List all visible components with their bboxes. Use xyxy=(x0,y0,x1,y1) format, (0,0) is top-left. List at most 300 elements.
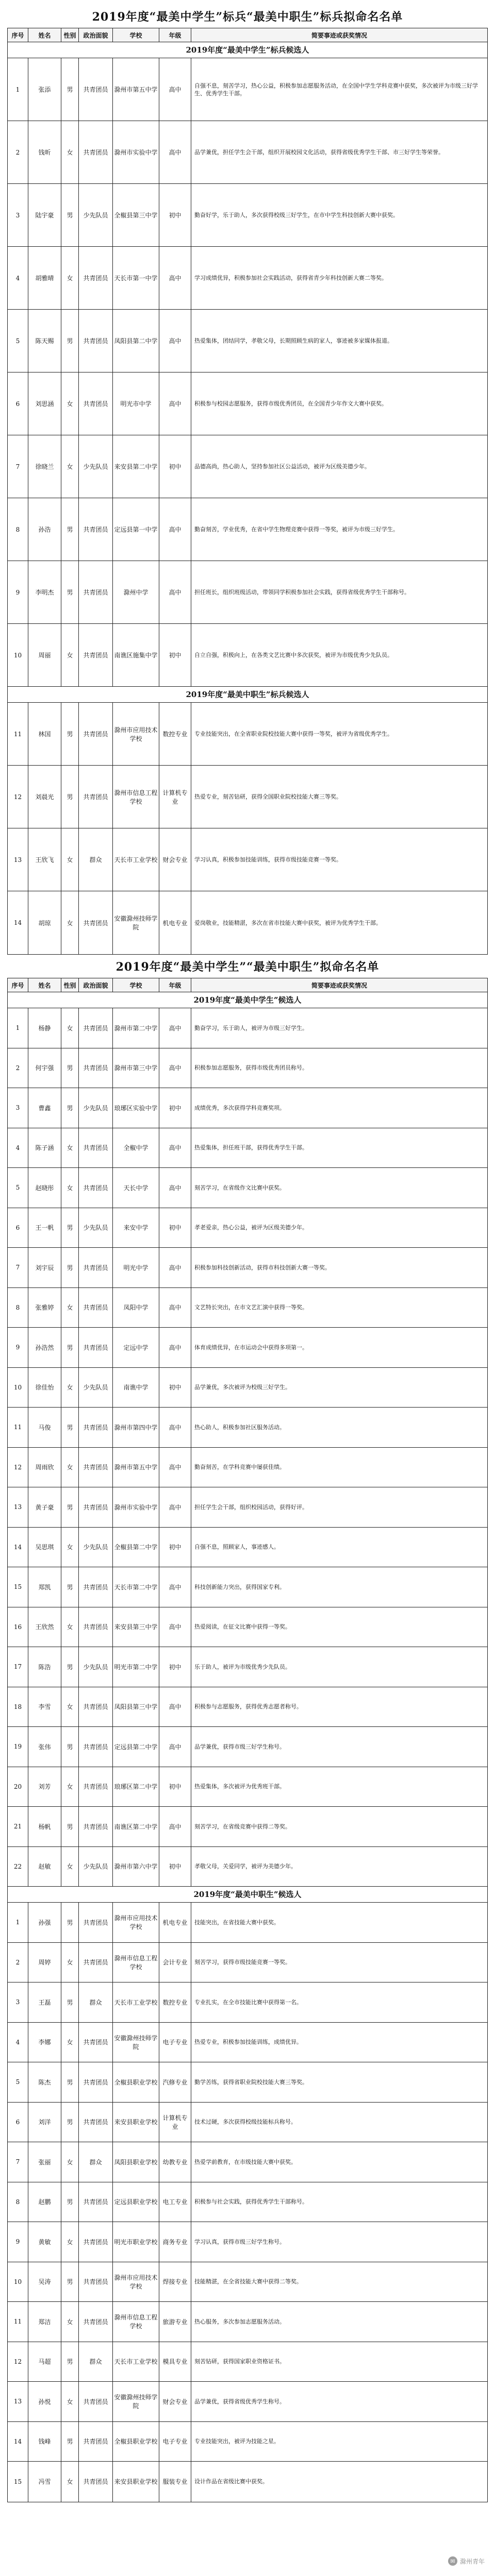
cell-name: 孙强 xyxy=(28,1903,61,1942)
cell-politics: 共青团员 xyxy=(79,1128,113,1168)
cell-gender: 男 xyxy=(61,1408,79,1447)
cell-school: 全椒县职业学校 xyxy=(113,2422,159,2462)
cell-desc: 成绩优秀，多次获得学科竞赛奖项。 xyxy=(194,1104,285,1111)
cell-politics: 共青团员 xyxy=(79,372,113,435)
table-row xyxy=(8,561,487,624)
cell-grade: 财会专业 xyxy=(159,828,191,891)
cell-grade: 电子专业 xyxy=(159,2023,191,2062)
table-row xyxy=(8,310,487,372)
cell-no: 21 xyxy=(8,1807,28,1846)
cell-gender: 女 xyxy=(61,2382,79,2421)
cell-grade: 汽修专业 xyxy=(159,2062,191,2102)
watermark-text: 滁州青年 xyxy=(459,2557,485,2565)
cell-gender: 男 xyxy=(61,1807,79,1846)
cell-grade: 会计专业 xyxy=(159,1943,191,1982)
table-row xyxy=(8,435,487,498)
cell-politics: 共青团员 xyxy=(79,703,113,765)
cell-school: 定远县第一中学 xyxy=(113,498,159,561)
header-cell: 年级 xyxy=(159,28,191,42)
cell-desc: 热爱阅读，在征文比赛中获得一等奖。 xyxy=(194,1623,291,1631)
cell-desc: 积极参与志愿服务，获得优秀志愿者称号。 xyxy=(194,1703,302,1710)
cell-desc: 热爱专业，刻苦钻研，获得全国职业院校技能大赛三等奖。 xyxy=(194,793,342,800)
cell-school: 滁州市信息工程学校 xyxy=(113,2302,159,2342)
cell-name: 冯雪 xyxy=(28,2462,61,2502)
cell-school: 全椒县职业学校 xyxy=(113,2062,159,2102)
cell-gender: 男 xyxy=(61,1487,79,1527)
cell-politics: 共青团员 xyxy=(79,1408,113,1447)
cell-name: 黄敏 xyxy=(28,2222,61,2262)
cell-politics: 共青团员 xyxy=(79,561,113,623)
cell-school: 滁州市实验中学 xyxy=(113,121,159,183)
cell-politics: 共青团员 xyxy=(79,1008,113,1048)
cell-name: 周雨欣 xyxy=(28,1448,61,1487)
cell-no: 2 xyxy=(8,1048,28,1088)
cell-politics: 共青团员 xyxy=(79,2462,113,2502)
header-cell: 简要事迹或获奖情况 xyxy=(311,31,367,39)
cell-school: 滁州市应用技术学校 xyxy=(113,2262,159,2302)
cell-desc: 自强不息，照顾家人，事迹感人。 xyxy=(194,1544,279,1551)
cell-desc: 积极参加志愿服务，获得市级优秀团员称号。 xyxy=(194,1064,308,1072)
cell-politics: 少先队员 xyxy=(79,1208,113,1248)
table-row xyxy=(8,1208,487,1248)
header-cell: 姓名 xyxy=(28,978,61,992)
cell-name: 王欣然 xyxy=(28,1607,61,1647)
cell-politics: 共青团员 xyxy=(79,121,113,183)
cell-gender: 男 xyxy=(61,498,79,561)
cell-school: 安徽滁州技师学院 xyxy=(113,2023,159,2062)
cell-name: 王磊 xyxy=(28,1982,61,2022)
cell-name: 刘思涵 xyxy=(28,372,61,435)
cell-grade: 高中 xyxy=(159,1128,191,1168)
cell-name: 孙悦 xyxy=(28,2382,61,2421)
cell-gender: 男 xyxy=(61,58,79,121)
cell-grade: 初中 xyxy=(159,1528,191,1567)
cell-school: 天长市工业学校 xyxy=(113,828,159,891)
cell-school: 滁州市实验中学 xyxy=(113,1487,159,1527)
cell-name: 陈子涵 xyxy=(28,1128,61,1168)
cell-desc: 体育成绩优异，在市运动会中获得多项第一。 xyxy=(194,1344,308,1351)
cell-desc: 热爱专业，积极参加技能训练，成绩优异。 xyxy=(194,2039,302,2046)
cell-no: 2 xyxy=(8,1943,28,1982)
cell-grade: 机电专业 xyxy=(159,1903,191,1942)
cell-name: 吴涛 xyxy=(28,2262,61,2302)
table-row xyxy=(8,247,487,310)
cell-no: 10 xyxy=(8,2262,28,2302)
cell-school: 明光市第二中学 xyxy=(113,1647,159,1687)
cell-name: 李雪 xyxy=(28,1687,61,1727)
cell-school: 天长中学 xyxy=(113,1168,159,1208)
cell-gender: 男 xyxy=(61,1982,79,2022)
header-cell: 学校 xyxy=(113,28,159,42)
header-cell: 序号 xyxy=(8,28,28,42)
cell-desc: 文艺特长突出，在市文艺汇演中获得一等奖。 xyxy=(194,1304,308,1311)
doc2-table xyxy=(7,978,488,2502)
table-row xyxy=(8,1248,487,1288)
cell-desc: 刻苦学习，在省级竞赛中获得二等奖。 xyxy=(194,1823,291,1830)
table-row xyxy=(8,2103,487,2143)
cell-desc: 勤学苦练，获得省职业院校技能大赛三等奖。 xyxy=(194,2078,308,2086)
cell-desc: 勤奋好学，乐于助人，多次获得校级三好学生，在市中学生科技创新大赛中获奖。 xyxy=(194,212,399,218)
cell-school: 明光市职业学校 xyxy=(113,2222,159,2262)
cell-gender: 女 xyxy=(61,1168,79,1208)
cell-desc: 勤奋学习，乐于助人，被评为市级三好学生。 xyxy=(194,1024,308,1031)
doc2-title: 2019年度“最美中学生”“最美中职生”拟命名名单 xyxy=(116,960,380,974)
cell-desc: 专业技能突出，被评为技能之星。 xyxy=(194,2438,279,2445)
cell-grade: 高中 xyxy=(159,1567,191,1607)
cell-name: 黄子豪 xyxy=(28,1487,61,1527)
header-cell: 年级 xyxy=(159,978,191,992)
table-row xyxy=(8,372,487,435)
cell-no: 12 xyxy=(8,1448,28,1487)
cell-name: 张雅婷 xyxy=(28,1288,61,1328)
cell-desc: 刻苦学习，在省级作文比赛中获奖。 xyxy=(194,1184,285,1191)
table-row xyxy=(8,2062,487,2103)
cell-gender: 女 xyxy=(61,2222,79,2262)
cell-school: 滁州市信息工程学校 xyxy=(113,766,159,828)
table-row xyxy=(8,624,487,687)
cell-gender: 女 xyxy=(61,435,79,498)
cell-grade: 高中 xyxy=(159,498,191,561)
cell-gender: 男 xyxy=(61,1208,79,1248)
cell-school: 凤阳县第二中学 xyxy=(113,310,159,372)
cell-desc: 爱岗敬业，技能精湛，多次在省市技能大赛中获奖，被评为优秀学生干部。 xyxy=(194,919,382,926)
cell-gender: 女 xyxy=(61,1368,79,1408)
cell-name: 钱昕 xyxy=(28,121,61,183)
cell-politics: 少先队员 xyxy=(79,184,113,246)
cell-politics: 共青团员 xyxy=(79,624,113,686)
cell-gender: 女 xyxy=(61,2462,79,2502)
cell-desc: 品学兼优，获得市级三好学生称号。 xyxy=(194,1743,285,1750)
cell-no: 3 xyxy=(8,184,28,246)
table-row xyxy=(8,2222,487,2262)
cell-grade: 电子专业 xyxy=(159,2422,191,2462)
cell-name: 郑凯 xyxy=(28,1567,61,1607)
cell-name: 陆宇豪 xyxy=(28,184,61,246)
cell-school: 滁州中学 xyxy=(113,561,159,623)
cell-school: 来安县职业学校 xyxy=(113,2103,159,2142)
cell-desc: 自立自强，积极向上，在各类文艺比赛中多次获奖，被评为市级优秀少先队员。 xyxy=(194,652,393,658)
header-cell: 简要事迹或获奖情况 xyxy=(311,981,367,989)
doc1-table xyxy=(7,28,488,955)
cell-no: 6 xyxy=(8,1208,28,1248)
cell-desc: 品学兼优，获得省级优秀学生称号。 xyxy=(194,2398,285,2405)
cell-desc: 学习认真，获得市级三好学生称号。 xyxy=(194,2238,285,2245)
cell-politics: 共青团员 xyxy=(79,1448,113,1487)
cell-desc: 专业扎实，在全市技能比赛中获得第一名。 xyxy=(194,1998,302,2006)
cell-politics: 共青团员 xyxy=(79,1767,113,1807)
cell-no: 11 xyxy=(8,1408,28,1447)
cell-desc: 热心助人，积极参加社区服务活动。 xyxy=(194,1423,285,1431)
table-row xyxy=(8,1567,487,1607)
cell-no: 17 xyxy=(8,1647,28,1687)
cell-no: 13 xyxy=(8,2382,28,2421)
header-cell: 性别 xyxy=(61,978,79,992)
cell-gender: 女 xyxy=(61,1528,79,1567)
cell-school: 滁州市第五中学 xyxy=(113,1448,159,1487)
cell-politics: 共青团员 xyxy=(79,1607,113,1647)
header-cell: 政治面貌 xyxy=(79,978,113,992)
header-cell: 政治面貌 xyxy=(79,28,113,42)
cell-grade: 初中 xyxy=(159,1368,191,1408)
cell-school: 凤阳县第三中学 xyxy=(113,1687,159,1727)
cell-name: 何宇强 xyxy=(28,1048,61,1088)
cell-no: 14 xyxy=(8,891,28,954)
cell-grade: 高中 xyxy=(159,1408,191,1447)
cell-no: 22 xyxy=(8,1847,28,1887)
cell-name: 杨静 xyxy=(28,1008,61,1048)
cell-school: 琅琊区第二中学 xyxy=(113,1767,159,1807)
cell-grade: 初中 xyxy=(159,435,191,498)
cell-politics: 共青团员 xyxy=(79,1727,113,1767)
cell-desc: 技能突出，在省技能大赛中获奖。 xyxy=(194,1919,279,1926)
cell-grade: 高中 xyxy=(159,247,191,309)
table-row xyxy=(8,2342,487,2382)
cell-school: 南谯区施集中学 xyxy=(113,624,159,686)
cell-gender: 女 xyxy=(61,2023,79,2062)
table-row xyxy=(8,1982,487,2023)
cell-no: 19 xyxy=(8,1727,28,1767)
cell-gender: 男 xyxy=(61,1647,79,1687)
cell-desc: 热爱学前教育，在市级技能大赛中获奖。 xyxy=(194,2158,296,2165)
cell-desc: 学习认真，积极参加技能训练，获得市级技能竞赛一等奖。 xyxy=(194,856,342,863)
cell-no: 13 xyxy=(8,1487,28,1527)
section-title: 2019年度“最美中学生”候选人 xyxy=(8,992,487,1008)
table-row xyxy=(8,1328,487,1368)
cell-grade: 旅游专业 xyxy=(159,2302,191,2342)
cell-school: 滁州市第四中学 xyxy=(113,1408,159,1447)
cell-no: 15 xyxy=(8,2462,28,2502)
table-row xyxy=(8,1687,487,1727)
cell-name: 王一帆 xyxy=(28,1208,61,1248)
cell-name: 张丽 xyxy=(28,2142,61,2182)
cell-desc: 刻苦钻研，获得国家职业资格证书。 xyxy=(194,2358,285,2365)
cell-gender: 女 xyxy=(61,624,79,686)
cell-politics: 共青团员 xyxy=(79,58,113,121)
cell-grade: 幼教专业 xyxy=(159,2142,191,2182)
cell-gender: 女 xyxy=(61,2302,79,2342)
cell-grade: 高中 xyxy=(159,1448,191,1487)
cell-gender: 男 xyxy=(61,184,79,246)
cell-gender: 女 xyxy=(61,372,79,435)
cell-gender: 女 xyxy=(61,1943,79,1982)
cell-gender: 女 xyxy=(61,247,79,309)
cell-gender: 女 xyxy=(61,1128,79,1168)
cell-gender: 男 xyxy=(61,1048,79,1088)
cell-politics: 共青团员 xyxy=(79,2103,113,2142)
cell-name: 张伟 xyxy=(28,1727,61,1767)
cell-school: 定远县第二中学 xyxy=(113,1727,159,1767)
cell-school: 定远县职业学校 xyxy=(113,2182,159,2222)
cell-grade: 高中 xyxy=(159,310,191,372)
cell-no: 5 xyxy=(8,310,28,372)
cell-school: 滁州市信息工程学校 xyxy=(113,1943,159,1982)
cell-name: 陈浩 xyxy=(28,1647,61,1687)
cell-no: 20 xyxy=(8,1767,28,1807)
cell-no: 7 xyxy=(8,435,28,498)
watermark xyxy=(448,2556,485,2566)
cell-grade: 初中 xyxy=(159,1208,191,1248)
cell-grade: 高中 xyxy=(159,1487,191,1527)
table-row xyxy=(8,1168,487,1208)
cell-desc: 热爱集体，担任班干部，获得优秀学生干部。 xyxy=(194,1144,308,1151)
cell-no: 15 xyxy=(8,1567,28,1607)
cell-politics: 共青团员 xyxy=(79,2182,113,2222)
cell-school: 全椒县第三中学 xyxy=(113,184,159,246)
cell-gender: 男 xyxy=(61,2062,79,2102)
cell-name: 周丽 xyxy=(28,624,61,686)
cell-grade: 电工专业 xyxy=(159,2182,191,2222)
cell-grade: 初中 xyxy=(159,1088,191,1128)
cell-gender: 男 xyxy=(61,703,79,765)
cell-name: 钱峰 xyxy=(28,2422,61,2462)
table-row xyxy=(8,1943,487,1983)
cell-politics: 少先队员 xyxy=(79,435,113,498)
cell-grade: 计算机专业 xyxy=(159,2103,191,2142)
cell-politics: 共青团员 xyxy=(79,1328,113,1367)
cell-no: 14 xyxy=(8,2422,28,2462)
cell-school: 凤阳县职业学校 xyxy=(113,2142,159,2182)
cell-name: 刘晨光 xyxy=(28,766,61,828)
cell-desc: 积极参与社会实践，获得优秀学生干部称号。 xyxy=(194,2198,308,2206)
cell-gender: 女 xyxy=(61,1847,79,1887)
cell-no: 4 xyxy=(8,247,28,309)
section-title: 2019年度“最美中职生”候选人 xyxy=(8,1887,487,1903)
cell-school: 滁州市第六中学 xyxy=(113,1847,159,1887)
cell-politics: 共青团员 xyxy=(79,2422,113,2462)
cell-gender: 女 xyxy=(61,1288,79,1328)
cell-politics: 少先队员 xyxy=(79,1528,113,1567)
cell-gender: 女 xyxy=(61,2142,79,2182)
table-row xyxy=(8,1008,487,1048)
cell-no: 7 xyxy=(8,1248,28,1287)
cell-no: 8 xyxy=(8,498,28,561)
cell-politics: 共青团员 xyxy=(79,1567,113,1607)
table-row xyxy=(8,58,487,121)
cell-politics: 共青团员 xyxy=(79,1487,113,1527)
cell-politics: 少先队员 xyxy=(79,1847,113,1887)
cell-politics: 共青团员 xyxy=(79,766,113,828)
cell-name: 陈杰 xyxy=(28,2062,61,2102)
cell-no: 5 xyxy=(8,2062,28,2102)
cell-name: 赵敏 xyxy=(28,1847,61,1887)
cell-politics: 少先队员 xyxy=(79,1368,113,1408)
table-row xyxy=(8,1528,487,1568)
cell-school: 安徽滁州技师学院 xyxy=(113,891,159,954)
cell-school: 来安县职业学校 xyxy=(113,2462,159,2502)
cell-grade: 初中 xyxy=(159,184,191,246)
cell-name: 胡琼 xyxy=(28,891,61,954)
cell-politics: 共青团员 xyxy=(79,1903,113,1942)
cell-school: 全椒中学 xyxy=(113,1128,159,1168)
table-row xyxy=(8,2382,487,2422)
table-row xyxy=(8,1727,487,1767)
cell-grade: 商务专业 xyxy=(159,2222,191,2262)
cell-desc: 技能精湛，在全省技能大赛中获得二等奖。 xyxy=(194,2278,302,2285)
table-row xyxy=(8,1767,487,1807)
cell-gender: 女 xyxy=(61,1767,79,1807)
cell-desc: 品学兼优，多次被评为校级三好学生。 xyxy=(194,1384,291,1391)
cell-politics: 共青团员 xyxy=(79,2262,113,2302)
cell-school: 安徽滁州技师学院 xyxy=(113,2382,159,2421)
cell-name: 周婷 xyxy=(28,1943,61,1982)
cell-desc: 自强不息，刻苦学习，热心公益，积极参加志愿服务活动，在全国中学生学科竞赛中获奖，多次被评为市级三好学生、优秀学生干部。 xyxy=(194,82,478,97)
cell-no: 11 xyxy=(8,2302,28,2342)
table-row xyxy=(8,703,487,766)
cell-no: 4 xyxy=(8,1128,28,1168)
cell-gender: 男 xyxy=(61,1727,79,1767)
cell-school: 天长市第二中学 xyxy=(113,1567,159,1607)
cell-grade: 初中 xyxy=(159,1647,191,1687)
cell-grade: 高中 xyxy=(159,1727,191,1767)
cell-name: 吴思琪 xyxy=(28,1528,61,1567)
cell-name: 郑洁 xyxy=(28,2302,61,2342)
cell-no: 8 xyxy=(8,1288,28,1328)
table-row xyxy=(8,1647,487,1687)
cell-grade: 财会专业 xyxy=(159,2382,191,2421)
cell-gender: 男 xyxy=(61,766,79,828)
cell-desc: 勤奋刻苦，在学科竞赛中屡获佳绩。 xyxy=(194,1464,285,1471)
cell-grade: 初中 xyxy=(159,1847,191,1887)
cell-name: 李娜 xyxy=(28,2023,61,2062)
cell-name: 李明杰 xyxy=(28,561,61,623)
cell-no: 14 xyxy=(8,1528,28,1567)
cell-name: 马俊 xyxy=(28,1408,61,1447)
cell-politics: 共青团员 xyxy=(79,310,113,372)
cell-no: 9 xyxy=(8,561,28,623)
section-title: 2019年度“最美中职生”标兵候选人 xyxy=(8,687,487,703)
cell-school: 明光中学 xyxy=(113,1248,159,1287)
cell-politics: 群众 xyxy=(79,828,113,891)
cell-desc: 乐于助人，被评为市级优秀少先队员。 xyxy=(194,1663,291,1670)
cell-politics: 少先队员 xyxy=(79,1647,113,1687)
table-row xyxy=(8,1288,487,1328)
cell-desc: 专业技能突出，在全省职业院校技能大赛中获得一等奖，被评为省级优秀学生。 xyxy=(194,731,393,737)
cell-gender: 女 xyxy=(61,1607,79,1647)
cell-name: 马超 xyxy=(28,2342,61,2382)
cell-politics: 少先队员 xyxy=(79,1088,113,1128)
cell-name: 刘宇辰 xyxy=(28,1248,61,1287)
table-row xyxy=(8,2462,487,2502)
cell-desc: 刻苦学习，获得市级技能竞赛一等奖。 xyxy=(194,1959,291,1966)
cell-name: 赵鹏 xyxy=(28,2182,61,2222)
table-row xyxy=(8,1847,487,1887)
cell-no: 16 xyxy=(8,1607,28,1647)
cell-school: 滁州市应用技术学校 xyxy=(113,1903,159,1942)
cell-name: 徐佳怡 xyxy=(28,1368,61,1408)
table-row xyxy=(8,498,487,561)
table-row xyxy=(8,184,487,247)
cell-no: 3 xyxy=(8,1982,28,2022)
cell-gender: 女 xyxy=(61,1448,79,1487)
cell-grade: 高中 xyxy=(159,561,191,623)
cell-desc: 科技创新能力突出，获得国家专利。 xyxy=(194,1583,285,1590)
cell-desc: 学习成绩优异，积极参加社会实践活动，获得省青少年科技创新大赛二等奖。 xyxy=(194,275,387,281)
cell-politics: 共青团员 xyxy=(79,1248,113,1287)
cell-politics: 群众 xyxy=(79,2342,113,2382)
cell-gender: 男 xyxy=(61,2342,79,2382)
cell-politics: 共青团员 xyxy=(79,2062,113,2102)
cell-school: 天长市第一中学 xyxy=(113,247,159,309)
cell-name: 王欣飞 xyxy=(28,828,61,891)
wechat-icon: ✉ xyxy=(448,2556,457,2566)
cell-no: 1 xyxy=(8,1903,28,1942)
header-cell: 序号 xyxy=(8,978,28,992)
cell-desc: 设计作品在省级比赛中获奖。 xyxy=(194,2478,268,2485)
cell-name: 杨帆 xyxy=(28,1807,61,1846)
cell-politics: 群众 xyxy=(79,1982,113,2022)
cell-no: 3 xyxy=(8,1088,28,1128)
cell-no: 12 xyxy=(8,2342,28,2382)
